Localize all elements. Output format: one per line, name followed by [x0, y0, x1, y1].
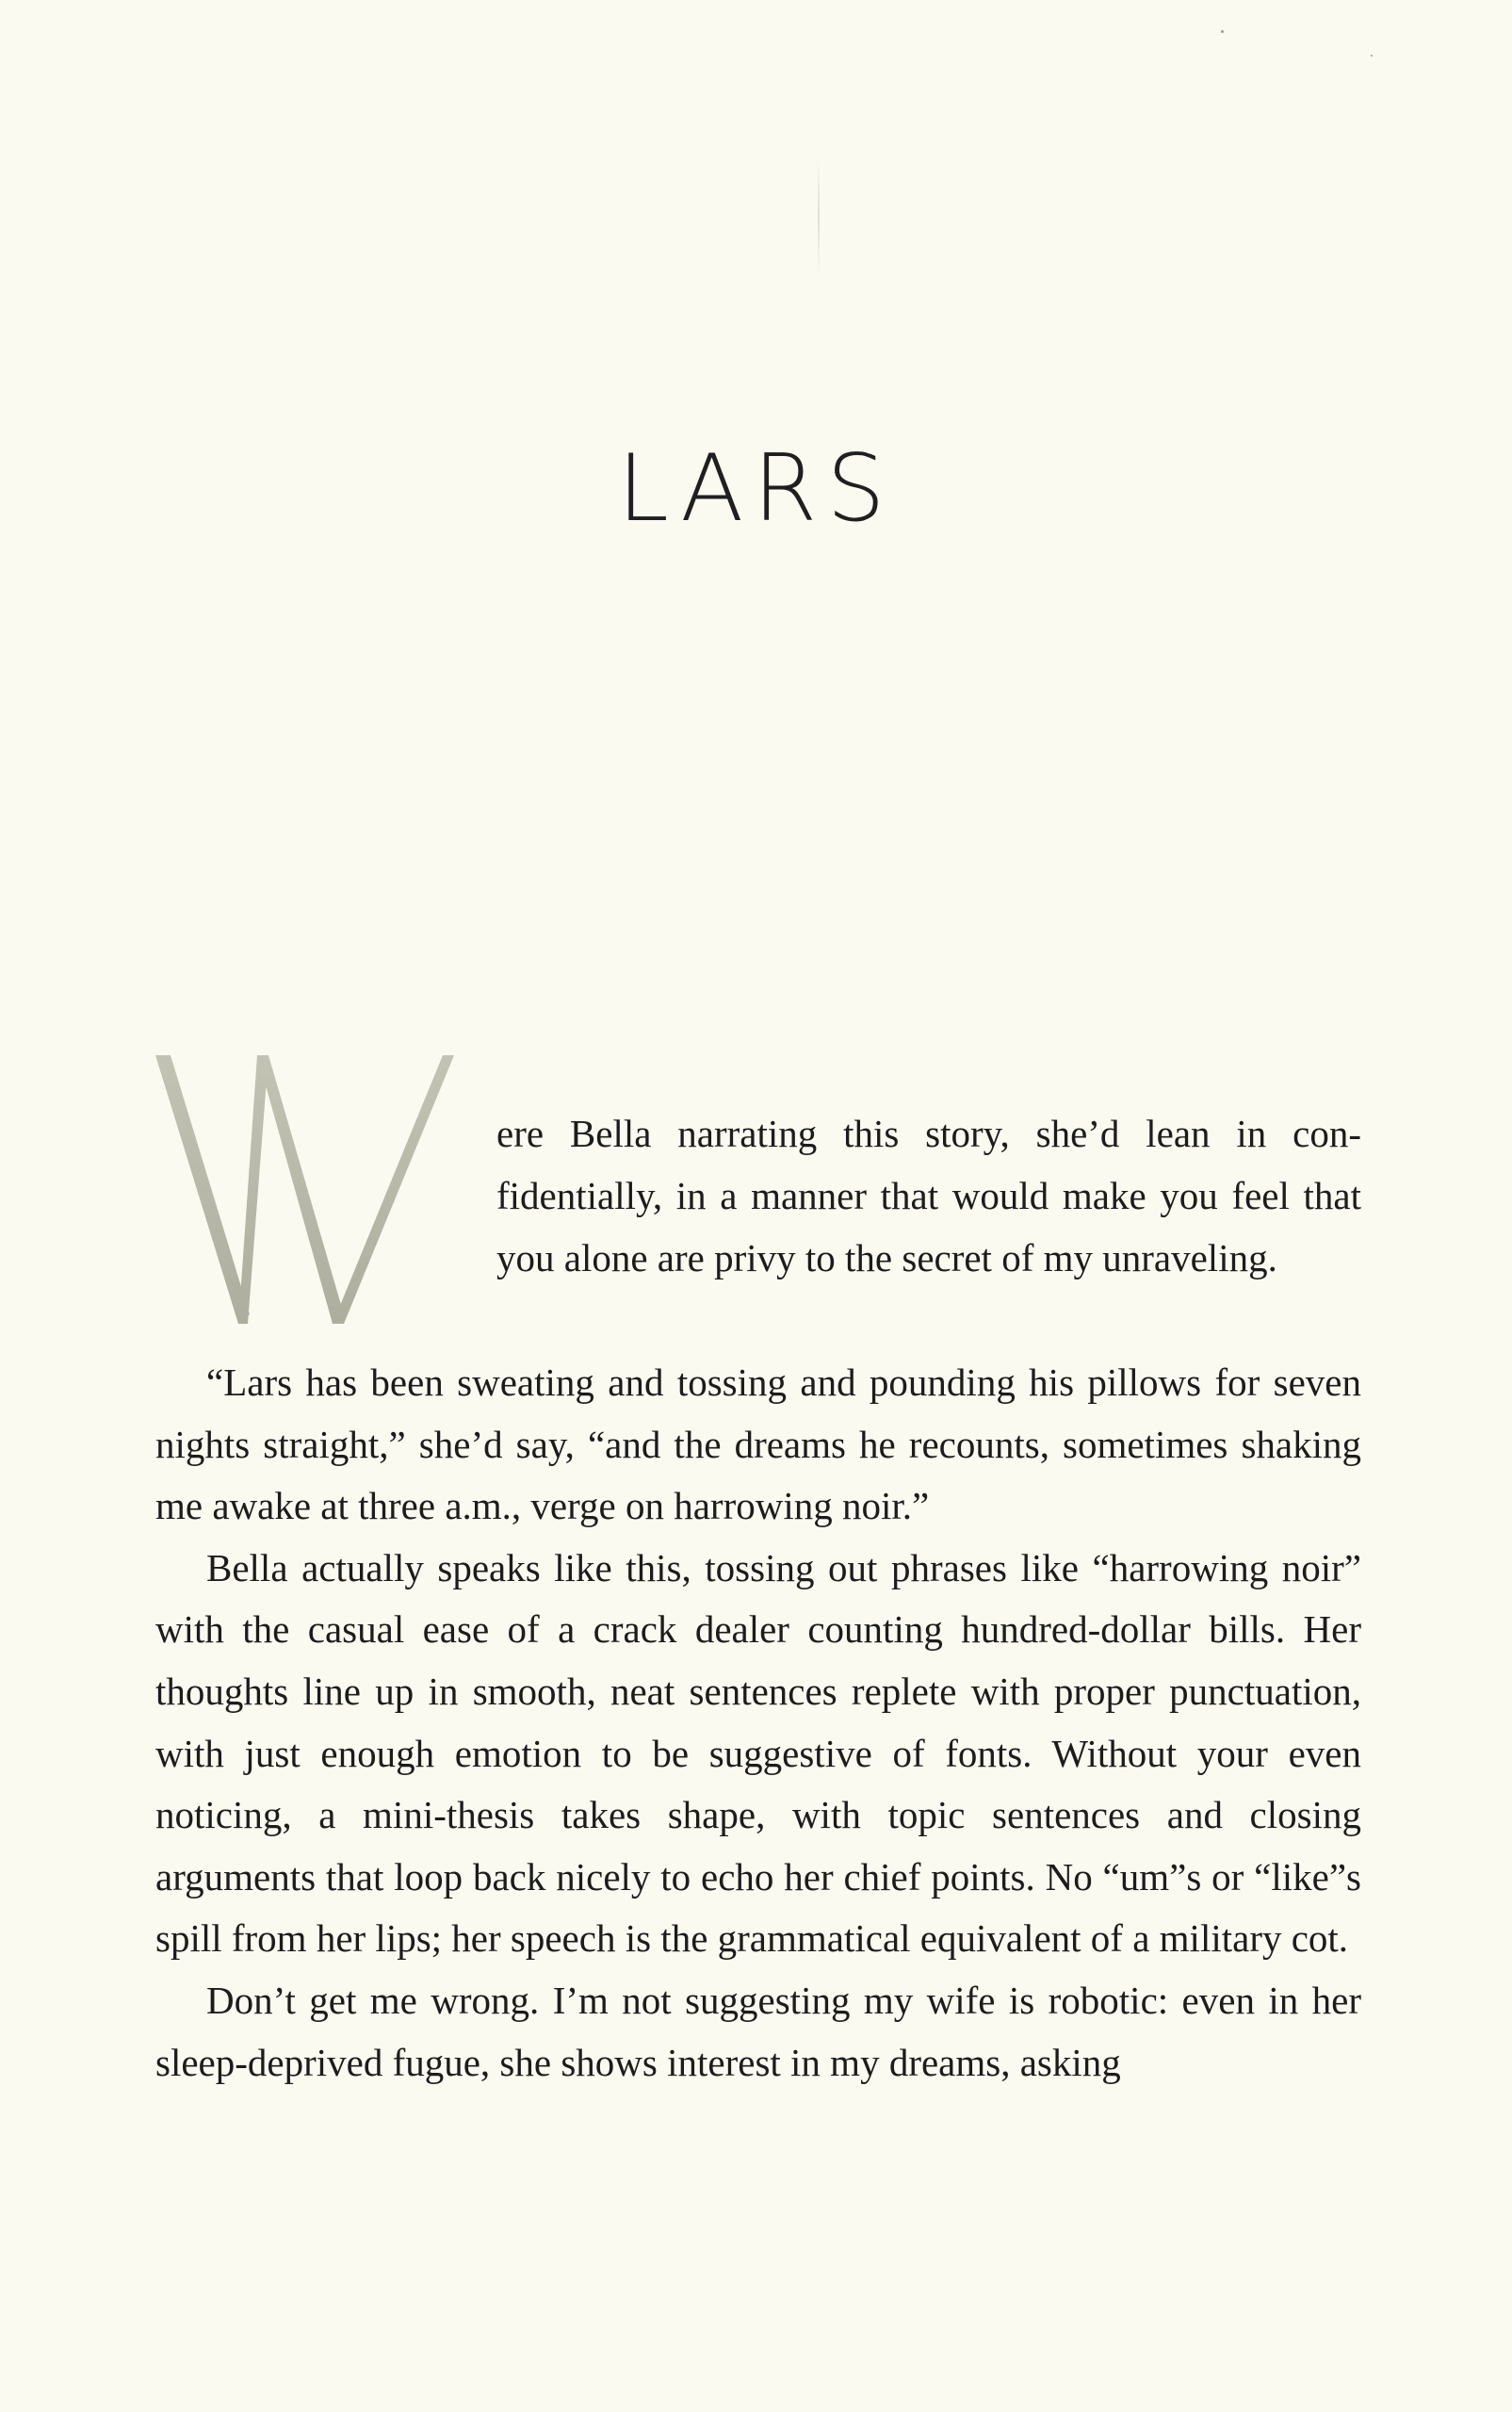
- drop-cap-stroke: [155, 1055, 454, 1324]
- paragraph: Don’t get me wrong. I’m not suggesting my wife is robotic: even in her sleep-deprived fugue, she shows interest in my dreams, asking: [155, 1978, 1361, 2084]
- paragraph: Bella actually speaks like this, tossing out phrases like “harrowing noir” with the casual ease of a crack dealer counting hundred-dollar bills. Her thoughts line up in smooth, neat sentences replete with proper punctuation, with just enough emotion to be suggestive of fonts. Without your even noticing, a mini-thesis takes shape, with topic sentences and closing arguments that loop back nicely to echo her chief points. No “um”s or “like”s spill from her lips; her speech is the grammatical equivalent of a military cot.: [155, 1545, 1361, 1961]
- paper-crease: [818, 160, 820, 273]
- drop-cap-letter: [155, 1051, 495, 1333]
- opening-paragraph: ere Bella narrating this story, she’d lean in confidentially, in a manner that would make you feel that you alone are privy to the secret of my unraveling.: [496, 1112, 1361, 1279]
- paper-speck: [1371, 55, 1373, 57]
- paragraph: “Lars has been sweating and tossing and pounding his pillows for seven nights straight,” she’d say, “and the dreams he recounts, sometimes shaking me awake at three a.m., verge on harrowing noir.”: [155, 1361, 1361, 1528]
- paper-speck: [1221, 30, 1224, 33]
- chapter-title: LARS: [617, 435, 895, 543]
- chapter-body: [155, 1352, 1361, 2094]
